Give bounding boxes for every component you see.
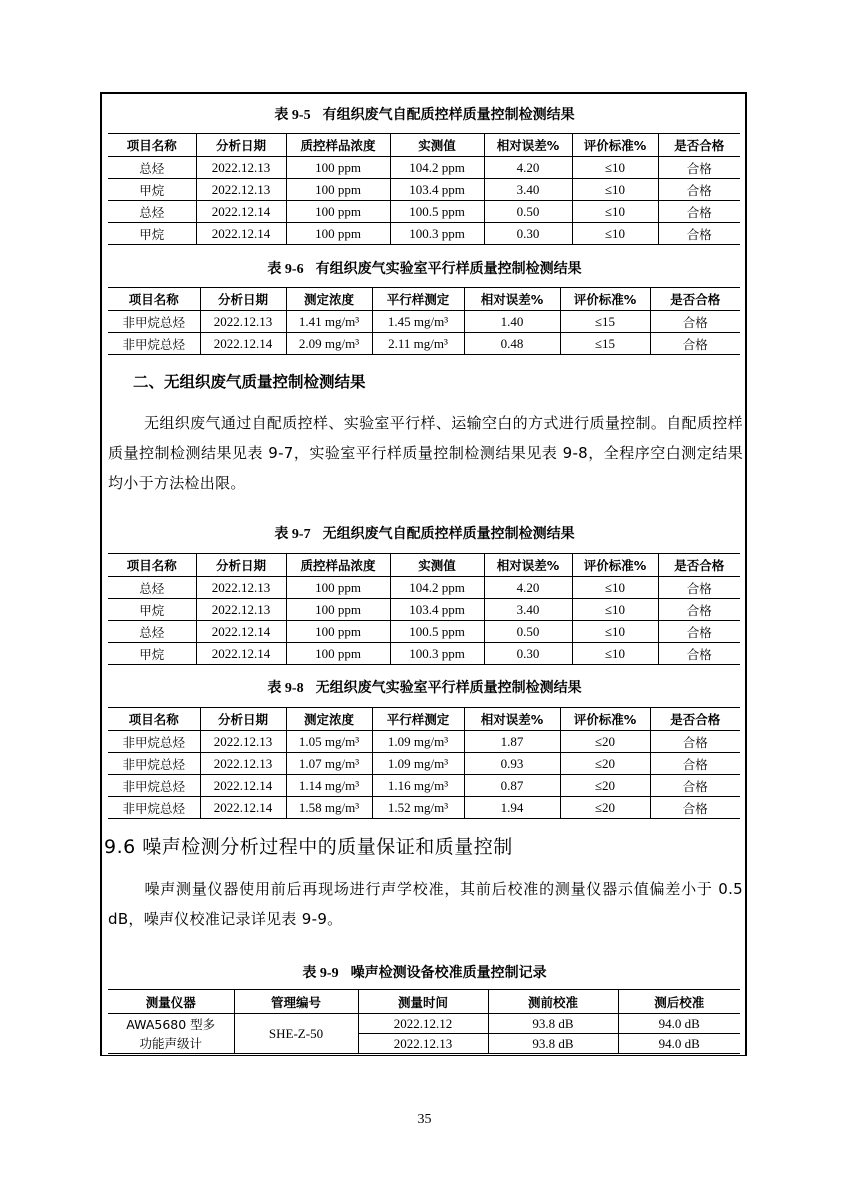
table-row: 总烃 2022.12.14 100 ppm 100.5 ppm 0.50 ≤10 合格 — [108, 201, 740, 223]
table-9-9-caption: 表 9-9 噪声检测设备校准质量控制记录 — [302, 965, 547, 981]
table-row: 非甲烷总烃 2022.12.13 1.41 mg/m³ 1.45 mg/m³ 1.40 ≤15 合格 — [108, 311, 740, 333]
section-paragraph: 噪声测量仪器使用前后再现场进行声学校准，其前后校准的测量仪器示值偏差小于 0.5 dB，噪声仪校准记录详见表 9-9。 — [108, 880, 743, 928]
table-row: 非甲烷总烃 2022.12.14 2.09 mg/m³ 2.11 mg/m³ 0.48 ≤15 合格 — [108, 333, 740, 355]
table-header-row: 项目名称 分析日期 测定浓度 平行样测定 相对误差% 评价标准% 是否合格 — [108, 708, 740, 731]
section-paragraph: 无组织废气通过自配质控样、实验室平行样、运输空白的方式进行质量控制。自配质控样质量控制检测结果见表 9-7，实验室平行样质量控制检测结果见表 9-8，全程序空白测定结果均小于方法检出限。 — [108, 414, 743, 492]
table-row: 2022.12.13 93.8 dB 94.0 dB — [108, 1034, 740, 1054]
table-9-8 — [108, 707, 740, 819]
table-9-6 — [108, 287, 740, 355]
table-row: 总烃 2022.12.13 100 ppm 104.2 ppm 4.20 ≤10 合格 — [108, 157, 740, 179]
table-header-row: 项目名称 分析日期 测定浓度 平行样测定 相对误差% 评价标准% 是否合格 — [108, 288, 740, 311]
page-number: 35 — [417, 1112, 432, 1127]
table-9-5-caption: 表 9-5 有组织废气自配质控样质量控制检测结果 — [274, 107, 575, 123]
table-9-7-caption: 表 9-7 无组织废气自配质控样质量控制检测结果 — [274, 526, 575, 542]
table-row: AWA5680 型多功能声级计 SHE-Z-50 2022.12.12 93.8 dB 94.0 dB — [108, 1014, 740, 1034]
table-header-row: 项目名称 分析日期 质控样品浓度 实测值 相对误差% 评价标准% 是否合格 — [108, 554, 740, 577]
table-header-row: 测量仪器 管理编号 测量时间 测前校准 测后校准 — [108, 990, 740, 1014]
instrument-cell: AWA5680 型多功能声级计 — [108, 1014, 234, 1054]
table-row: 总烃 2022.12.13 100 ppm 104.2 ppm 4.20 ≤10 合格 — [108, 577, 740, 599]
table-row: 非甲烷总烃 2022.12.13 1.05 mg/m³ 1.09 mg/m³ 1.87 ≤20 合格 — [108, 731, 740, 753]
table-9-8-caption: 表 9-8 无组织废气实验室平行样质量控制检测结果 — [267, 680, 582, 696]
management-no-cell: SHE-Z-50 — [234, 1014, 358, 1054]
table-9-9 — [108, 989, 740, 1054]
section-9-6-heading: 9.6 噪声检测分析过程中的质量保证和质量控制 — [104, 836, 513, 858]
table-9-5 — [108, 133, 740, 245]
table-header-row: 项目名称 分析日期 质控样品浓度 实测值 相对误差% 评价标准% 是否合格 — [108, 134, 740, 157]
section-heading: 二、无组织废气质量控制检测结果 — [133, 373, 366, 391]
table-row: 甲烷 2022.12.13 100 ppm 103.4 ppm 3.40 ≤10 合格 — [108, 179, 740, 201]
table-row: 甲烷 2022.12.14 100 ppm 100.3 ppm 0.30 ≤10 合格 — [108, 643, 740, 665]
table-row: 非甲烷总烃 2022.12.13 1.07 mg/m³ 1.09 mg/m³ 0.93 ≤20 合格 — [108, 753, 740, 775]
table-row: 总烃 2022.12.14 100 ppm 100.5 ppm 0.50 ≤10 合格 — [108, 621, 740, 643]
table-9-7 — [108, 553, 740, 665]
table-9-6-caption: 表 9-6 有组织废气实验室平行样质量控制检测结果 — [267, 261, 582, 277]
table-row: 甲烷 2022.12.13 100 ppm 103.4 ppm 3.40 ≤10 合格 — [108, 599, 740, 621]
table-row: 非甲烷总烃 2022.12.14 1.58 mg/m³ 1.52 mg/m³ 1.94 ≤20 合格 — [108, 797, 740, 819]
table-row: 甲烷 2022.12.14 100 ppm 100.3 ppm 0.30 ≤10 合格 — [108, 223, 740, 245]
table-row: 非甲烷总烃 2022.12.14 1.14 mg/m³ 1.16 mg/m³ 0.87 ≤20 合格 — [108, 775, 740, 797]
